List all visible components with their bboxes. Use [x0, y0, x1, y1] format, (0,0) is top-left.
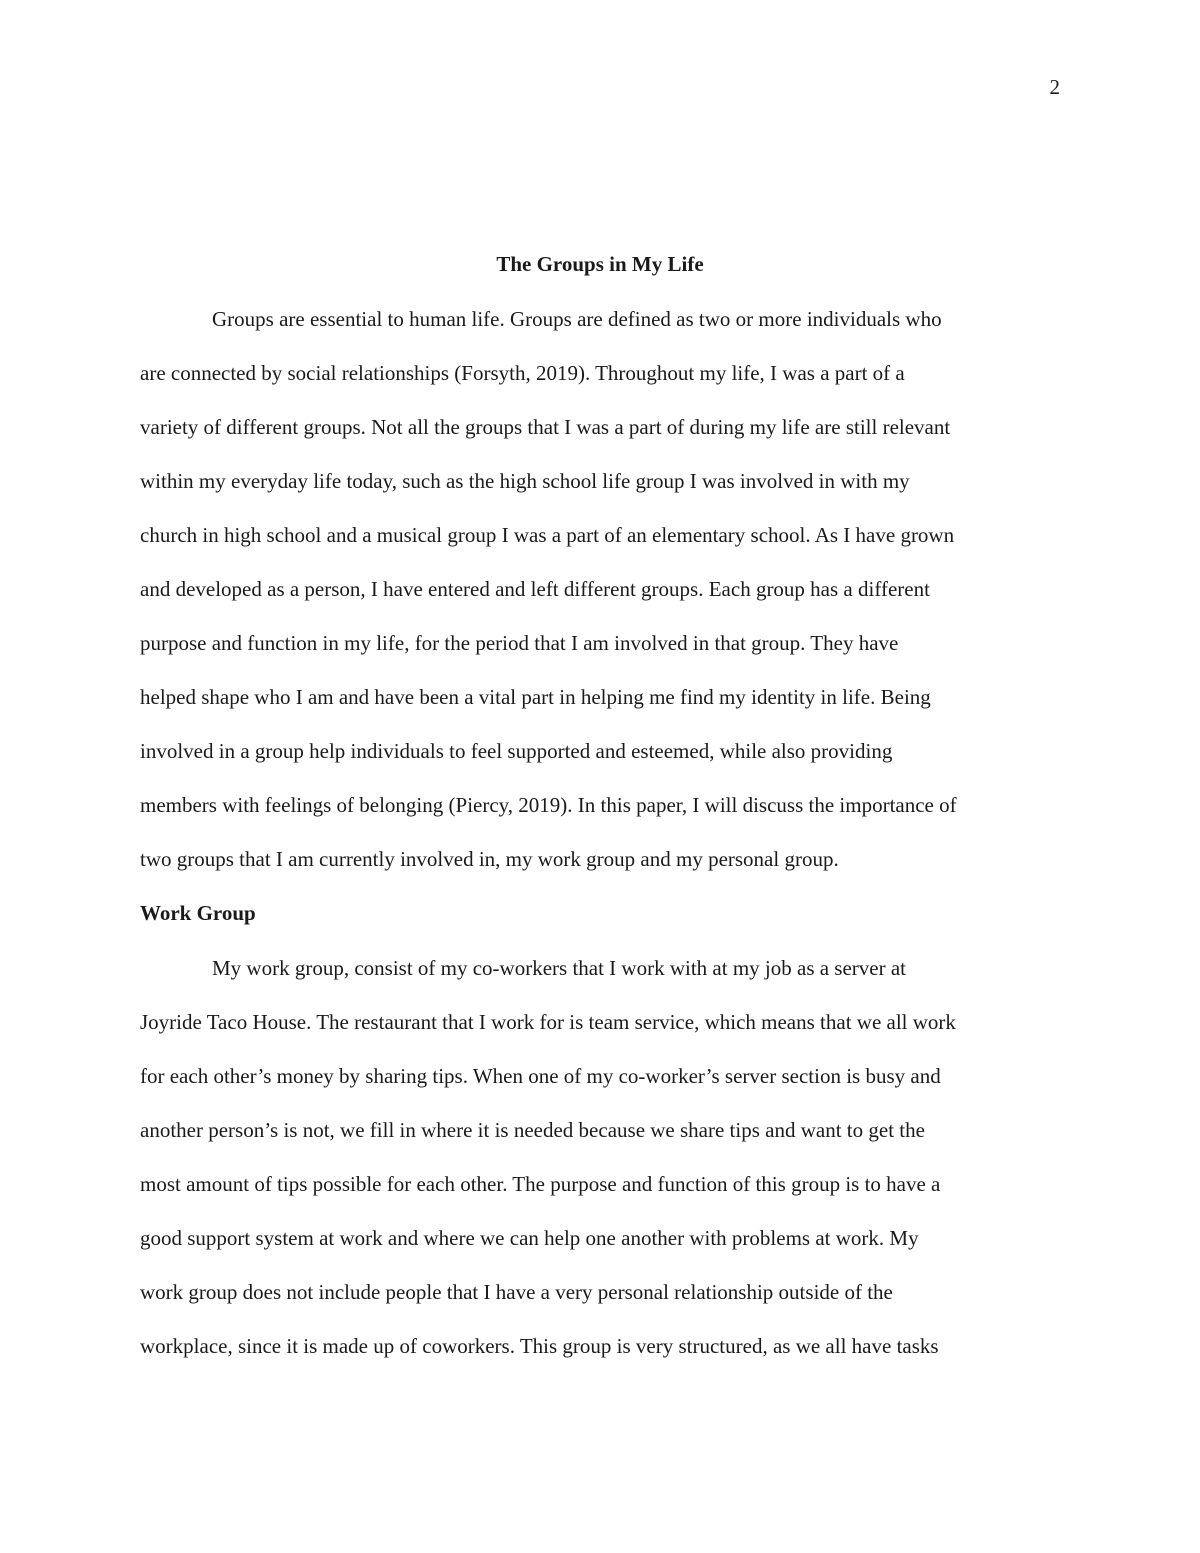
paragraph-line: for each other’s money by sharing tips. When one of my co-worker’s server section is busy and [140, 1064, 941, 1088]
paragraph-line: two groups that I am currently involved in, my work group and my personal group. [140, 847, 839, 871]
paragraph-line: and developed as a person, I have entered and left different groups. Each group has a different [140, 577, 930, 601]
paragraph-line: within my everyday life today, such as the high school life group I was involved in with my [140, 469, 910, 493]
paragraph-line: good support system at work and where we can help one another with problems at work. My [140, 1226, 919, 1250]
paragraph-line: workplace, since it is made up of coworkers. This group is very structured, as we all have tasks [140, 1334, 939, 1358]
paragraph-line: church in high school and a musical group I was a part of an elementary school. As I have grown [140, 523, 955, 547]
page-number: 2 [1049, 75, 1060, 99]
paragraph-line: Joyride Taco House. The restaurant that I work for is team service, which means that we all work [140, 1010, 956, 1034]
paragraph-line: purpose and function in my life, for the period that I am involved in that group. They have [140, 631, 899, 655]
paragraph-line: Groups are essential to human life. Groups are defined as two or more individuals who [212, 307, 942, 331]
paragraph-line: My work group, consist of my co-workers that I work with at my job as a server at [212, 956, 907, 980]
paragraph-line: work group does not include people that I have a very personal relationship outside of the [140, 1280, 893, 1304]
document-title: The Groups in My Life [496, 252, 704, 276]
section-heading: Work Group [140, 901, 256, 925]
paragraph-line: helped shape who I am and have been a vital part in helping me find my identity in life. Being [140, 685, 931, 709]
paragraph-line: involved in a group help individuals to feel supported and esteemed, while also providing [140, 739, 893, 763]
paragraph-line: most amount of tips possible for each other. The purpose and function of this group is to have a [140, 1172, 941, 1196]
paragraph-line: are connected by social relationships (Forsyth, 2019). Throughout my life, I was a part of a [140, 361, 905, 385]
paragraph-line: members with feelings of belonging (Piercy, 2019). In this paper, I will discuss the importance of [140, 793, 957, 817]
paragraph-line: another person’s is not, we fill in where it is needed because we share tips and want to get the [140, 1118, 925, 1142]
paragraph-line: variety of different groups. Not all the groups that I was a part of during my life are still relevant [140, 415, 951, 439]
